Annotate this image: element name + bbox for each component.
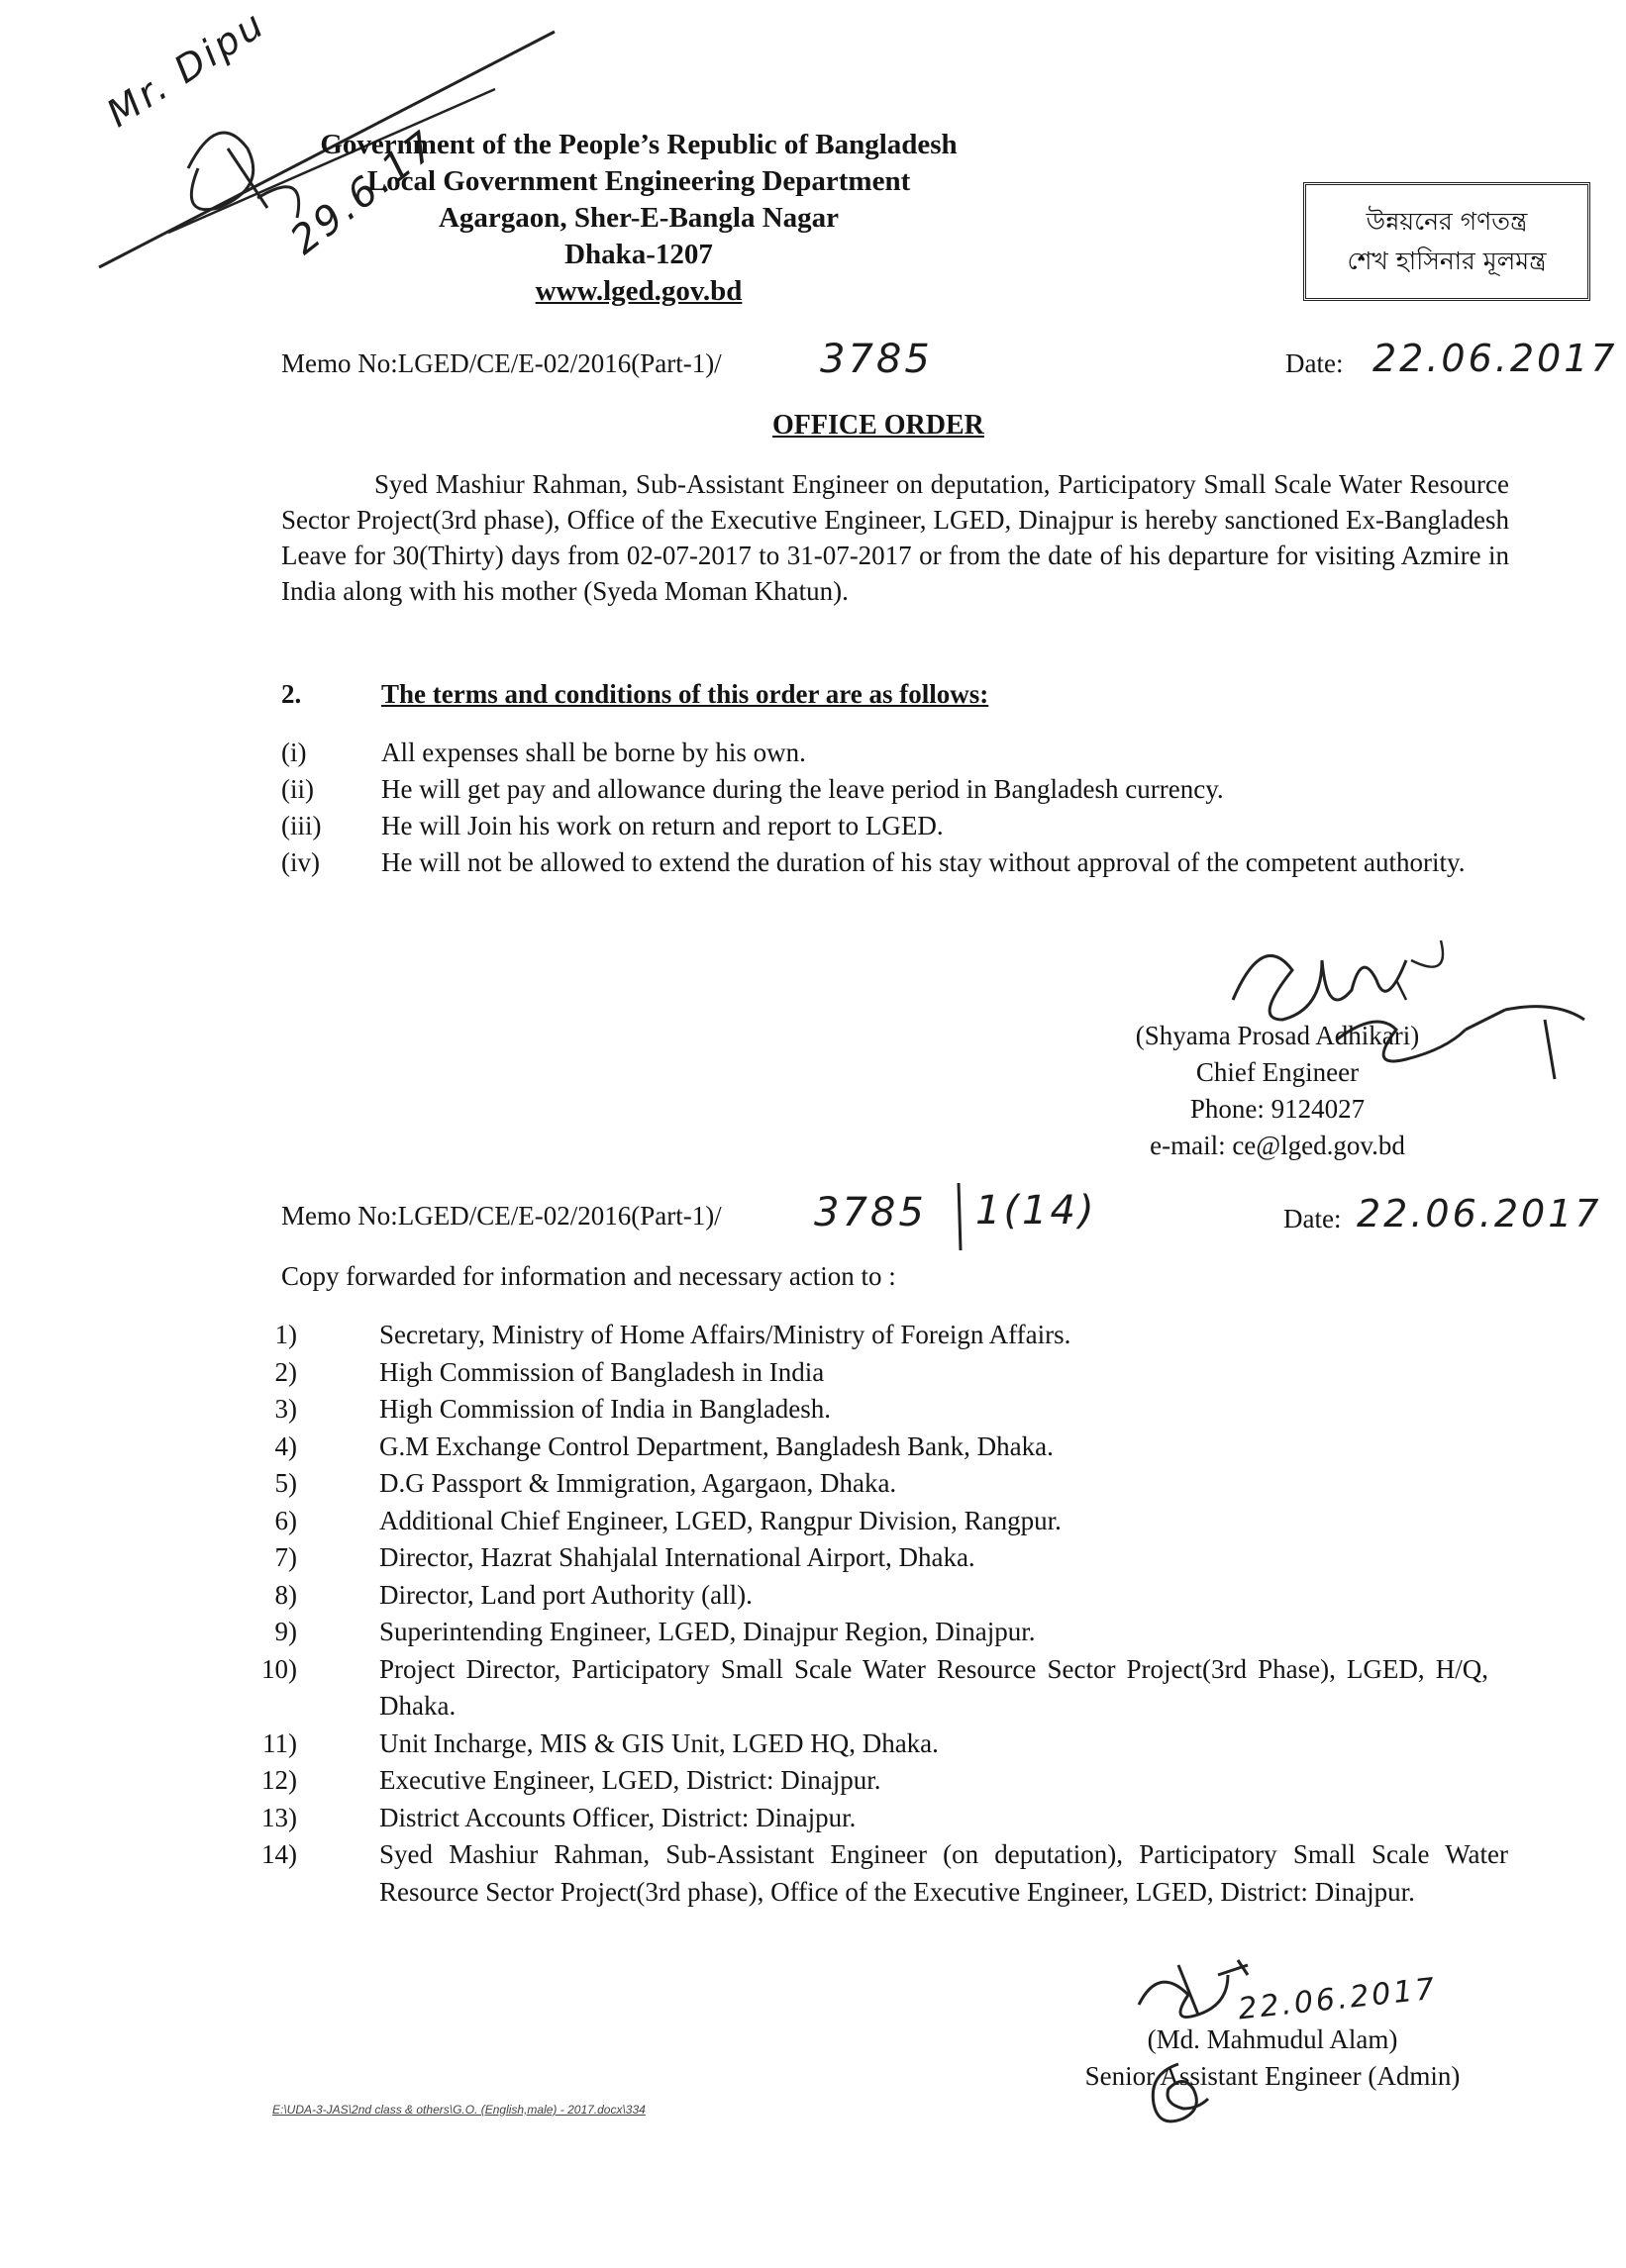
list-item-number: 6) <box>274 1505 297 1535</box>
signatory-name: (Shyama Prosad Adhikari) <box>1135 1021 1420 1050</box>
condition-text: He will get pay and allowance during the leave period in Bangladesh currency. <box>381 774 1224 804</box>
condition-text: All expenses shall be borne by his own. <box>381 738 806 767</box>
terms-number: 2. <box>281 679 302 709</box>
footer-file-path: E:\UDA-3-JAS\2nd class & others\G.O. (English,male) - 2017.docx\334 <box>272 2103 646 2117</box>
list-item-text: Executive Engineer, LGED, District: Dinajpur. <box>379 1765 881 1795</box>
memo-date-label: Date: <box>1285 348 1344 378</box>
condition-number: (ii) <box>281 774 314 804</box>
handwritten-date: 29.6.17 <box>282 122 447 264</box>
memo-line <box>281 348 722 379</box>
copy-list <box>0 1317 1626 1970</box>
list-item-text: Syed Mashiur Rahman, Sub-Assistant Engineer (on deputation), Participatory Small Scale Water Resource Sector Project(3rd phase), Office of the Executive Engineer, LGED, District: Dinajpur. <box>379 1839 1508 1907</box>
document-title: OFFICE ORDER <box>772 410 984 441</box>
list-item-text: G.M Exchange Control Department, Bangladesh Bank, Dhaka. <box>379 1430 1054 1461</box>
list-item-text: Director, Hazrat Shahjalal International Airport, Dhaka. <box>379 1542 975 1572</box>
condition-number: (iv) <box>281 847 320 877</box>
slogan-line-2: শেখ হাসিনার মূলমন্ত্র <box>1347 247 1547 275</box>
list-item-number: 12) <box>261 1765 297 1795</box>
memo-number-handwritten: 3785 <box>820 337 933 382</box>
signatory-designation: Chief Engineer <box>1195 1057 1360 1087</box>
slogan-box <box>1303 182 1590 301</box>
list-item-number: 8) <box>274 1579 297 1610</box>
signatory-senior-assistant-engineer <box>1040 2021 1505 2095</box>
signatory-phone: Phone: 9124027 <box>1189 1094 1366 1124</box>
list-item-number: 4) <box>274 1430 297 1461</box>
signatory2-designation: Senior Assistant Engineer (Admin) <box>1084 2061 1461 2091</box>
signatory-chief-engineer <box>1069 1018 1485 1164</box>
memo2-label: Memo No:LGED/CE/E-02/2016(Part-1)/ <box>281 1201 722 1231</box>
letterhead-city: Dhaka-1207 <box>564 239 713 270</box>
condition-text: He will not be allowed to extend the duration of his stay without approval of the competent authority. <box>381 847 1466 877</box>
list-item-number: 10) <box>261 1653 297 1684</box>
signatory-email: e-mail: ce@lged.gov.bd <box>1150 1131 1405 1160</box>
list-item-number: 14) <box>261 1839 297 1869</box>
memo2-number-handwritten: 3785 <box>814 1190 927 1235</box>
list-item-number: 3) <box>274 1394 297 1424</box>
terms-heading: The terms and conditions of this order are as follows: <box>381 679 989 709</box>
list-item-number: 1) <box>274 1320 297 1349</box>
memo-label: Memo No:LGED/CE/E-02/2016(Part-1)/ <box>281 348 722 378</box>
list-item-number: 13) <box>261 1802 297 1832</box>
list-item-text: Secretary, Ministry of Home Affairs/Ministry of Foreign Affairs. <box>379 1320 1071 1349</box>
memo2-suffix-handwritten: 1(14) <box>975 1188 1097 1233</box>
list-item-text: D.G Passport & Immigration, Agargaon, Dhaka. <box>379 1468 897 1498</box>
initial-mark <box>1139 2054 1218 2133</box>
letterhead-website: www.lged.gov.bd <box>535 275 743 307</box>
copy-intro: Copy forwarded for information and necessary action to : <box>281 1261 896 1291</box>
list-item-text: Superintending Engineer, LGED, Dinajpur Region, Dinajpur. <box>379 1617 1036 1646</box>
list-item-number: 5) <box>274 1468 297 1498</box>
condition-number: (iii) <box>281 811 322 840</box>
letterhead-government: Government of the People’s Republic of Bangladesh <box>320 129 958 160</box>
handwritten-name: Mr. Dipu <box>99 1 273 136</box>
list-item-text: Unit Incharge, MIS & GIS Unit, LGED HQ, Dhaka. <box>379 1727 939 1758</box>
memo-line-2 <box>281 1201 722 1232</box>
memo2-divider-stroke <box>951 1183 970 1252</box>
body-paragraph: Syed Mashiur Rahman, Sub-Assistant Engineer on deputation, Participatory Small Scale Water Resource Sector Project(3rd phase), Office of the Executive Engineer, LGED, Dinajpur is hereby sanctioned Ex-Bangladesh Leave for 30(Thirty) days from 02-07-2017 to 31-07-2017 or from the date of his departure for visiting Azmire in India along with his mother (Syeda Moman Khatun). <box>281 469 1509 606</box>
list-item-number: 7) <box>274 1542 297 1572</box>
list-item-text: High Commission of Bangladesh in India <box>379 1356 825 1387</box>
list-item-text: Additional Chief Engineer, LGED, Rangpur Division, Rangpur. <box>379 1505 1062 1535</box>
list-item-text: Director, Land port Authority (all). <box>379 1579 753 1610</box>
condition-text: He will Join his work on return and report to LGED. <box>381 811 944 840</box>
list-item-text: Project Director, Participatory Small Scale Water Resource Sector Project(3rd Phase), LGED, H/Q, Dhaka. <box>379 1653 1488 1721</box>
letterhead-address: Agargaon, Sher-E-Bangla Nagar <box>438 202 840 234</box>
list-item-number: 9) <box>274 1617 297 1646</box>
signatory2-name: (Md. Mahmudul Alam) <box>1147 2024 1398 2054</box>
list-item-text: District Accounts Officer, District: Dinajpur. <box>379 1802 857 1832</box>
list-item-number: 11) <box>262 1727 297 1758</box>
list-item-number: 2) <box>274 1356 297 1387</box>
condition-number: (i) <box>281 738 307 767</box>
list-item-text: High Commission of India in Bangladesh. <box>379 1394 831 1424</box>
slogan-line-1: উন্নয়নের গণতন্ত্র <box>1366 207 1528 236</box>
memo2-date-label: Date: <box>1283 1204 1342 1233</box>
memo2-date-handwritten: 22.06.2017 <box>1357 1192 1602 1235</box>
sign-date-handwritten: 22.06.2017 <box>1236 1971 1440 2027</box>
memo-date-handwritten: 22.06.2017 <box>1372 337 1618 380</box>
letterhead-department: Local Government Engineering Department <box>366 165 911 197</box>
